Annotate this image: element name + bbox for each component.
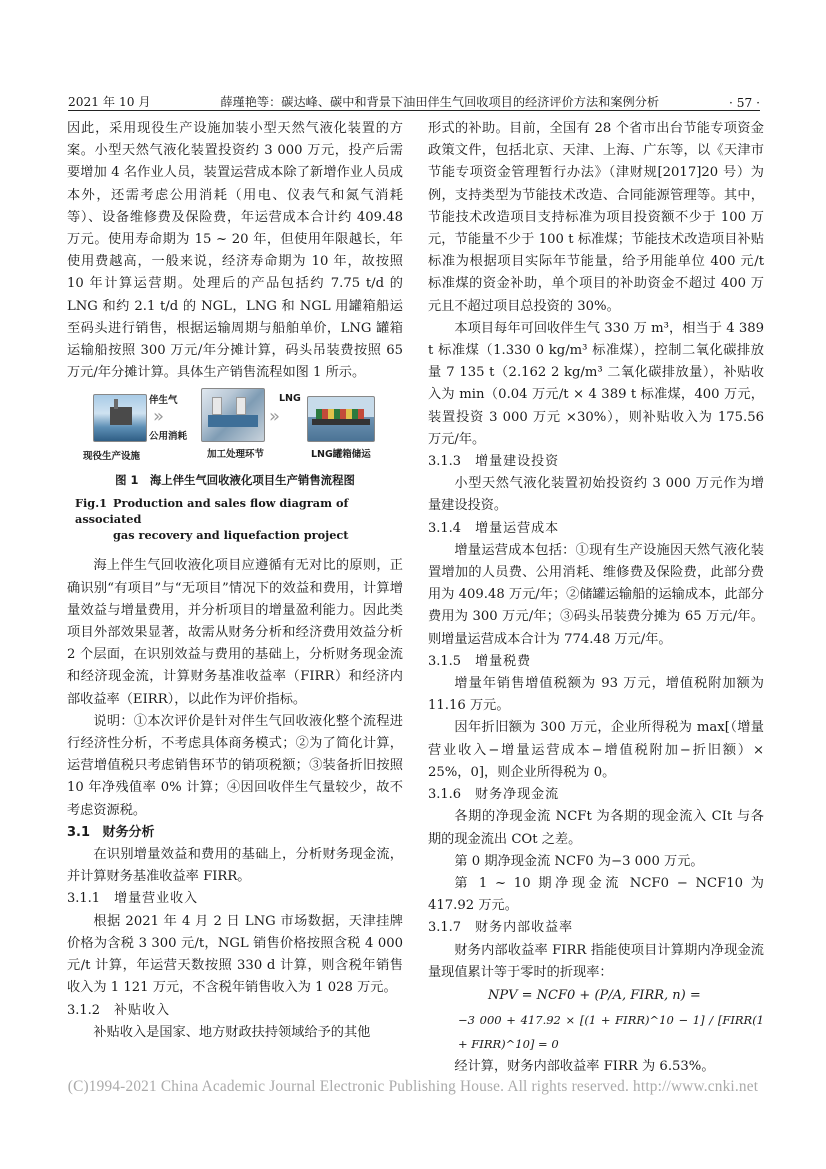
- subsection-title: 增量运营成本: [475, 520, 560, 536]
- subsection-title: 增量建设投资: [475, 454, 560, 470]
- lng-container-ship-image: [307, 396, 375, 442]
- paragraph: 根据 2021 年 4 月 2 日 LNG 市场数据，天津挂牌价格为含税 3 300 元/t，NGL 销售价格按照含税 4 000 元/t 计算，年运营天数按照 330 d 计算，则含税年销售收入为 1 121 万元，不含税年销售收入为 1 028 万元。: [67, 913, 403, 996]
- label-utility-consumption: 公用消耗: [149, 431, 188, 443]
- subsection-title: 财务净现金流: [475, 787, 560, 803]
- paragraph: 各期的净现金流 NCFt 为各期的现金流入 CIt 与各期的现金流出 COt 之差。: [428, 809, 764, 847]
- paragraph: 增量运营成本包括：①现有生产设施因天然气液化装置增加的人员费、公用消耗、维修费及保险费，此部分费用为 409.48 万元/年；②储罐运输船的运输成本，此部分费用为 300 万元/年；③码头吊装费分摊为 65 万元/年。则增量运营成本合计为 774.48 万元/年。: [428, 542, 764, 647]
- subsection-number: 3.1.3: [428, 454, 462, 470]
- paragraph: 海上伴生气回收液化项目应遵循有无对比的原则，正确识别“有项目”与“无项目”情况下的效益和费用，计算增量效益与增量费用，并分析项目的增量盈利能力。因此类项目外部效果显著，故需从财务分析和经济费用效益分析 2 个层面，在识别效益与费用的基础上，分析财务现金流和经济现金流，计算财务基准收益率（FIRR）和经济内部收益率（EIRR），以此作为评价指标。: [67, 558, 403, 707]
- subsection-heading: [428, 451, 764, 473]
- subsection-heading: [428, 917, 764, 939]
- figure-1-flow-diagram: [67, 386, 403, 466]
- paragraph: 因此，采用现役生产设施加装小型天然气液化装置的方案。小型天然气液化装置投资约 3 000 万元，投产后需要增加 4 名作业人员，装置运营成本除了新增作业人员成本外，还需考虑公用消耗（用电、仪表气和氮气消耗等）、设备维修费及保险费，年运营成本合计约 409.48 万元。使用寿命期为 15 ~ 20 年，但使用年限越长，年使用费越高，一般来说，经济寿命期为 10 年，故按照 10 年计算运营期。处理后的产品包括约 7.75 t/d 的 LNG 和约 2.1 t/d 的 NGL，LNG 和 NGL 用罐箱船运至码头进行销售，根据运输周期与船舶单价，LNG 罐箱运输船按照 300 万元/年分摊计算，码头吊装费按照 65 万元/年分摊计算。具体生产销售流程如图 1 所示。: [67, 121, 403, 381]
- label-lng-tank-transport: LNG罐箱储运: [311, 449, 371, 461]
- paragraph: 增量年销售增值税额为 93 万元，增值税附加额为 11.16 万元。: [428, 676, 764, 714]
- subsection-number: 3.1.7: [428, 920, 462, 936]
- caption-en-line-2: gas recovery and liquefaction project: [113, 528, 349, 543]
- figure-label-en: Fig.1: [75, 496, 108, 511]
- chevron-right-icon: »: [269, 406, 281, 428]
- chevron-right-icon: »: [153, 406, 165, 428]
- paragraph: 小型天然气液化装置初始投资约 3 000 万元作为增量建设投资。: [428, 476, 764, 514]
- paragraph: 第 0 期净现金流 NCF0 为−3 000 万元。: [454, 853, 704, 869]
- subsection-heading: [428, 784, 764, 806]
- header-title: 薛瑾艳等：碳达峰、碳中和背景下油田伴生气回收项目的经济评价方法和案例分析: [220, 95, 660, 109]
- label-existing-facilities: 现役生产设施: [83, 451, 141, 463]
- subsection-heading: [67, 1000, 403, 1022]
- left-column: [67, 118, 403, 1044]
- label-processing-stage: 加工处理环节: [207, 449, 265, 461]
- caption-en-line-1: Production and sales flow diagram of associated: [75, 496, 349, 527]
- paragraph: 第 1 ~ 10 期净现金流 NCF0 − NCF10 为 417.92 万元。: [428, 875, 764, 914]
- subsection-number: 3.1.4: [428, 520, 462, 536]
- offshore-platform-image: [93, 394, 147, 442]
- subsection-number: 3.1.5: [428, 653, 462, 669]
- running-header: [68, 88, 760, 110]
- paragraph: 补贴收入是国家、地方财政扶持领域给予的其他: [93, 1024, 371, 1040]
- figure-caption-cn: 图 1 海上伴生气回收液化项目生产销售流程图: [115, 473, 355, 488]
- subsection-heading: [67, 888, 403, 910]
- paragraph: 形式的补助。目前，全国有 28 个省市出台节能专项资金政策文件，包括北京、天津、上海、广东等，以《天津市节能专项资金管理暂行办法》（津财规[2017]20 号）为例，支持类型为节能技术改造、合同能源管理等。其中，节能技术改造项目支持标准为项目投资额不少于 100 万元，节能量不少于 100 t 标准煤；节能技术改造项目补贴标准为根据项目实际年节能量，给予用能单位 400 元/t 标准煤的资金补助，单个项目的补助资金不超过 400 万元且不超过项目总投资的 30%。: [428, 121, 764, 314]
- subsection-title: 增量税费: [475, 653, 532, 669]
- processing-unit-image: [201, 388, 265, 442]
- paragraph: 财务内部收益率 FIRR 指能使项目计算期内净现金流量现值累计等于零时的折现率：: [428, 942, 764, 980]
- paragraph: 在识别增量效益和费用的基础上，分析财务现金流，并计算财务基准收益率 FIRR。: [67, 847, 403, 885]
- equation-line-1: NPV = NCF0 + (P/A, FIRR, n) =: [488, 987, 701, 1003]
- label-associated-gas: 伴生气: [149, 395, 178, 407]
- subsection-number: 3.1.1: [67, 891, 101, 907]
- label-lng: LNG: [279, 393, 301, 405]
- subsection-number: 3.1.6: [428, 787, 462, 803]
- subsection-heading: [428, 518, 764, 540]
- paragraph: 本项目每年可回收伴生气 330 万 m³，相当于 4 389 t 标准煤（1.330 0 kg/m³ 标准煤），控制二氧化碳排放量 7 135 t（2.162 2 kg/m³ 二氧化碳排放量），补贴收入为 min（0.04 万元/t × 4 389 t 标准煤，400 万元，装置投资 3 000 万元 ×30%），则补贴收入为 175.56 万元/年。: [428, 320, 764, 447]
- section-title: 财务分析: [102, 824, 155, 840]
- header-page-number: · 57 ·: [728, 96, 760, 110]
- figure-caption-en: [75, 495, 403, 543]
- paragraph: 说明：①本次评价是针对伴生气回收液化整个流程进行经济性分析，不考虑具体商务模式；②为了简化计算，运营增值税只考虑销售环节的销项税额；③装备折旧按照 10 年净残值率 0% 计算；④因回收伴生气量较少，故不考虑资源税。: [67, 713, 403, 818]
- subsection-heading: [428, 651, 764, 673]
- subsection-title: 增量营业收入: [114, 891, 199, 907]
- paragraph: 因年折旧额为 300 万元，企业所得税为 max[（增量营业收入−增量运营成本−增值税附加−折旧额）× 25%，0]，则企业所得税为 0。: [428, 720, 764, 780]
- section-heading: [67, 822, 403, 844]
- section-number: 3.1: [67, 824, 91, 840]
- header-date: 2021 年 10 月: [68, 95, 151, 109]
- header-rule: [68, 110, 760, 111]
- subsection-number: 3.1.2: [67, 1002, 101, 1018]
- subsection-title: 补贴收入: [114, 1002, 171, 1018]
- right-column: [428, 118, 764, 1078]
- subsection-title: 财务内部收益率: [475, 920, 574, 936]
- paragraph: 经计算，财务内部收益率 FIRR 为 6.53%。: [454, 1058, 715, 1074]
- equation-line-2: −3 000 + 417.92 × [(1 + FIRR)^10 − 1] / [FIRR(1 + FIRR)^10] = 0: [458, 1012, 764, 1051]
- copyright-footer: (C)1994-2021 China Academic Journal Electronic Publishing House. All rights reserved. http://www.cnki.net: [67, 1078, 759, 1095]
